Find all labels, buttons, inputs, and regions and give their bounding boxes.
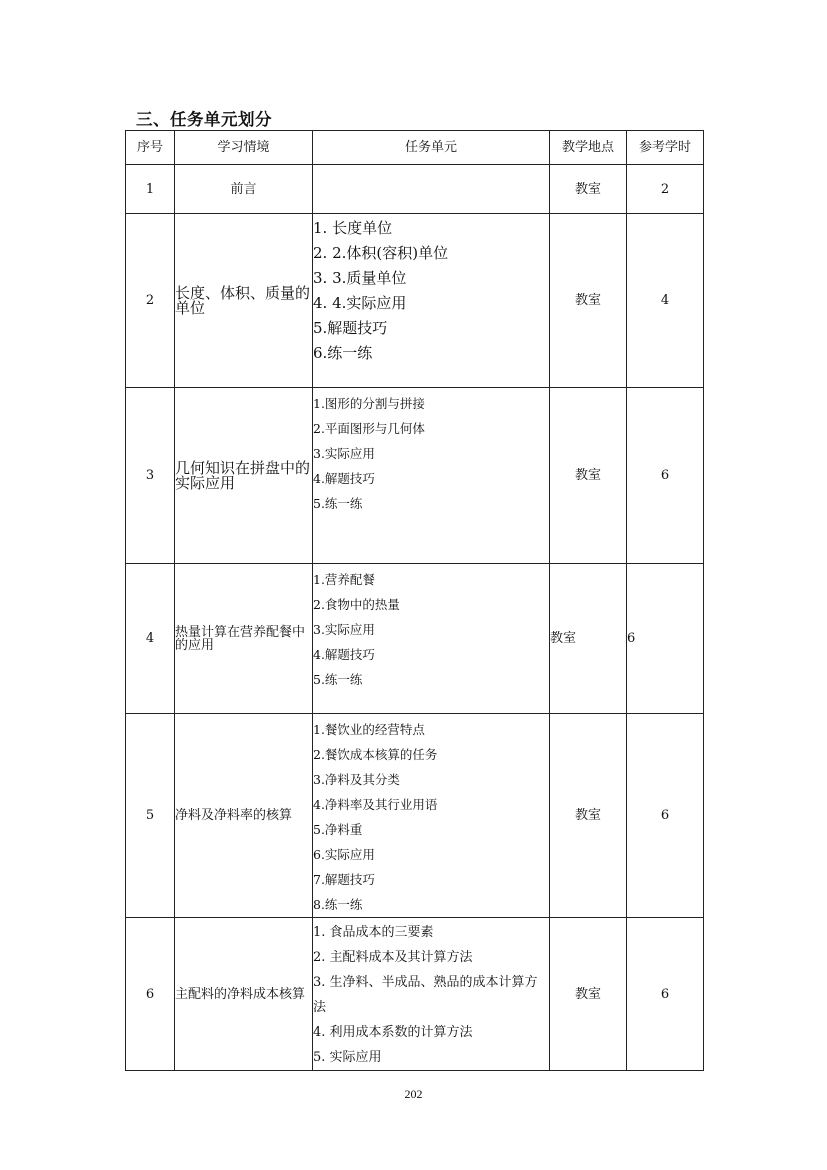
task-item: 1. 长度单位: [313, 219, 393, 237]
table-row: [126, 165, 704, 214]
header-index: 序号: [126, 131, 175, 165]
row-hours: 6: [627, 564, 704, 714]
row-situation: 主配料的净料成本核算: [175, 918, 313, 1071]
task-list: [313, 564, 549, 692]
task-item: 6.练一练: [313, 344, 373, 362]
task-item: 2. 2.体积(容积)单位: [313, 244, 449, 262]
page-number: 202: [404, 1087, 423, 1101]
table-row: [126, 388, 704, 564]
task-item: 1.营养配餐: [313, 572, 375, 587]
row-tasks: [313, 165, 550, 214]
task-item: 8.练一练: [313, 897, 363, 912]
task-item: 4. 4.实际应用: [313, 294, 407, 312]
row-location: 教室: [550, 918, 627, 1071]
row-location: 教室: [550, 564, 627, 714]
row-situation: 净料及净料率的核算: [175, 714, 313, 918]
task-item: 4.解题技巧: [313, 647, 375, 662]
row-index: 3: [126, 388, 175, 564]
row-index: 2: [126, 214, 175, 388]
row-hours: 6: [627, 918, 704, 1071]
task-item: 3.实际应用: [313, 622, 375, 637]
task-item: 6.实际应用: [313, 847, 375, 862]
header-location: 教学地点: [550, 131, 627, 165]
task-item: 7.解题技巧: [313, 872, 375, 887]
row-tasks: [313, 918, 550, 1071]
task-item: 4. 利用成本系数的计算方法: [313, 1025, 473, 1040]
row-hours: 4: [627, 214, 704, 388]
task-item: 2.餐饮成本核算的任务: [313, 747, 438, 762]
task-item: 5.练一练: [313, 496, 363, 511]
row-location: 教室: [550, 714, 627, 918]
row-index: 6: [126, 918, 175, 1071]
header-situation: 学习情境: [175, 131, 313, 165]
task-unit-table: [125, 130, 704, 1071]
row-index: 5: [126, 714, 175, 918]
task-item: 3.净料及其分类: [313, 772, 400, 787]
row-location: 教室: [550, 388, 627, 564]
task-item: 2.平面图形与几何体: [313, 421, 425, 436]
row-index: 4: [126, 564, 175, 714]
row-situation: 几何知识在拼盘中的实际应用: [175, 388, 313, 564]
task-item: 5.练一练: [313, 672, 363, 687]
row-tasks: [313, 564, 550, 714]
task-list: [313, 214, 549, 366]
task-item: 5.净料重: [313, 822, 363, 837]
task-item: 1.餐饮业的经营特点: [313, 722, 425, 737]
row-location: 教室: [550, 165, 627, 214]
row-tasks: [313, 714, 550, 918]
task-list: [313, 714, 549, 917]
row-tasks: [313, 388, 550, 564]
row-tasks: [313, 214, 550, 388]
task-item: 2.食物中的热量: [313, 597, 400, 612]
header-tasks: 任务单元: [313, 131, 550, 165]
row-index: 1: [126, 165, 175, 214]
task-item: 3. 生净料、半成品、熟品的成本计算方法: [313, 975, 538, 1015]
table-row: [126, 214, 704, 388]
task-item: 4.净料率及其行业用语: [313, 797, 438, 812]
task-list: [313, 388, 549, 516]
row-hours: 6: [627, 714, 704, 918]
task-item: 2. 主配料成本及其计算方法: [313, 950, 473, 965]
task-item: 1. 食品成本的三要素: [313, 925, 434, 940]
task-item: 5.解题技巧: [313, 319, 388, 337]
row-situation: 前言: [175, 165, 313, 214]
table-header-row: [126, 131, 704, 165]
task-item: 3. 3.质量单位: [313, 269, 407, 287]
task-item: 4.解题技巧: [313, 471, 375, 486]
row-situation: 长度、体积、质量的单位: [175, 214, 313, 388]
row-situation: 热量计算在营养配餐中的应用: [175, 564, 313, 714]
table-row: [126, 918, 704, 1071]
task-list: [313, 918, 549, 1070]
row-hours: 6: [627, 388, 704, 564]
row-location: 教室: [550, 214, 627, 388]
task-item: 1.图形的分割与拼接: [313, 396, 425, 411]
table-row: [126, 714, 704, 918]
task-item: 3.实际应用: [313, 446, 375, 461]
task-item: 5. 实际应用: [313, 1050, 382, 1065]
header-hours: 参考学时: [627, 131, 704, 165]
row-hours: 2: [627, 165, 704, 214]
table-row: [126, 564, 704, 714]
section-heading: 三、任务单元划分: [136, 110, 272, 129]
